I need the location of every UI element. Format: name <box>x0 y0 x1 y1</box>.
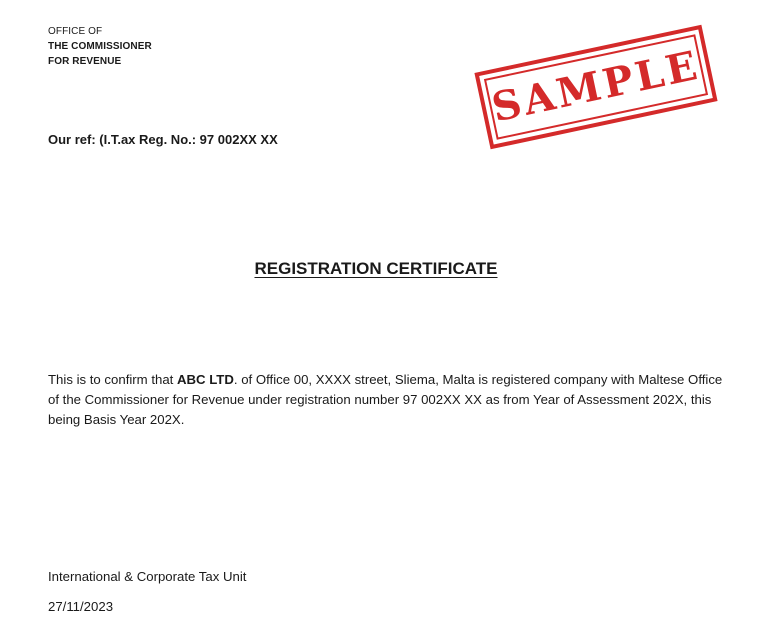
issue-date: 27/11/2023 <box>48 599 114 614</box>
body-intro: This is to confirm that <box>48 372 177 387</box>
body-rest: . of Office 00, XXXX street, Sliema, Malta is registered company with Maltese Office of the Commissioner for Revenue under registration number 97 002XX XX as from Year of Assessment 202X, this being Basis Year 202X. <box>48 372 723 427</box>
office-line-3: FOR REVENUE <box>48 56 122 67</box>
certificate-body <box>48 370 728 430</box>
issuing-unit: International & Corporate Tax Unit <box>48 569 247 584</box>
document-title: REGISTRATION CERTIFICATE <box>254 259 498 278</box>
sample-stamp <box>474 25 717 150</box>
reference-number: Our ref: (I.T.ax Reg. No.: 97 002XX XX <box>48 132 278 147</box>
office-header <box>48 24 152 69</box>
office-line-2: THE COMMISSIONER <box>48 41 152 52</box>
office-line-1: OFFICE OF <box>48 26 103 37</box>
company-name: ABC LTD <box>176 372 234 387</box>
stamp-text: SAMPLE <box>487 41 704 132</box>
